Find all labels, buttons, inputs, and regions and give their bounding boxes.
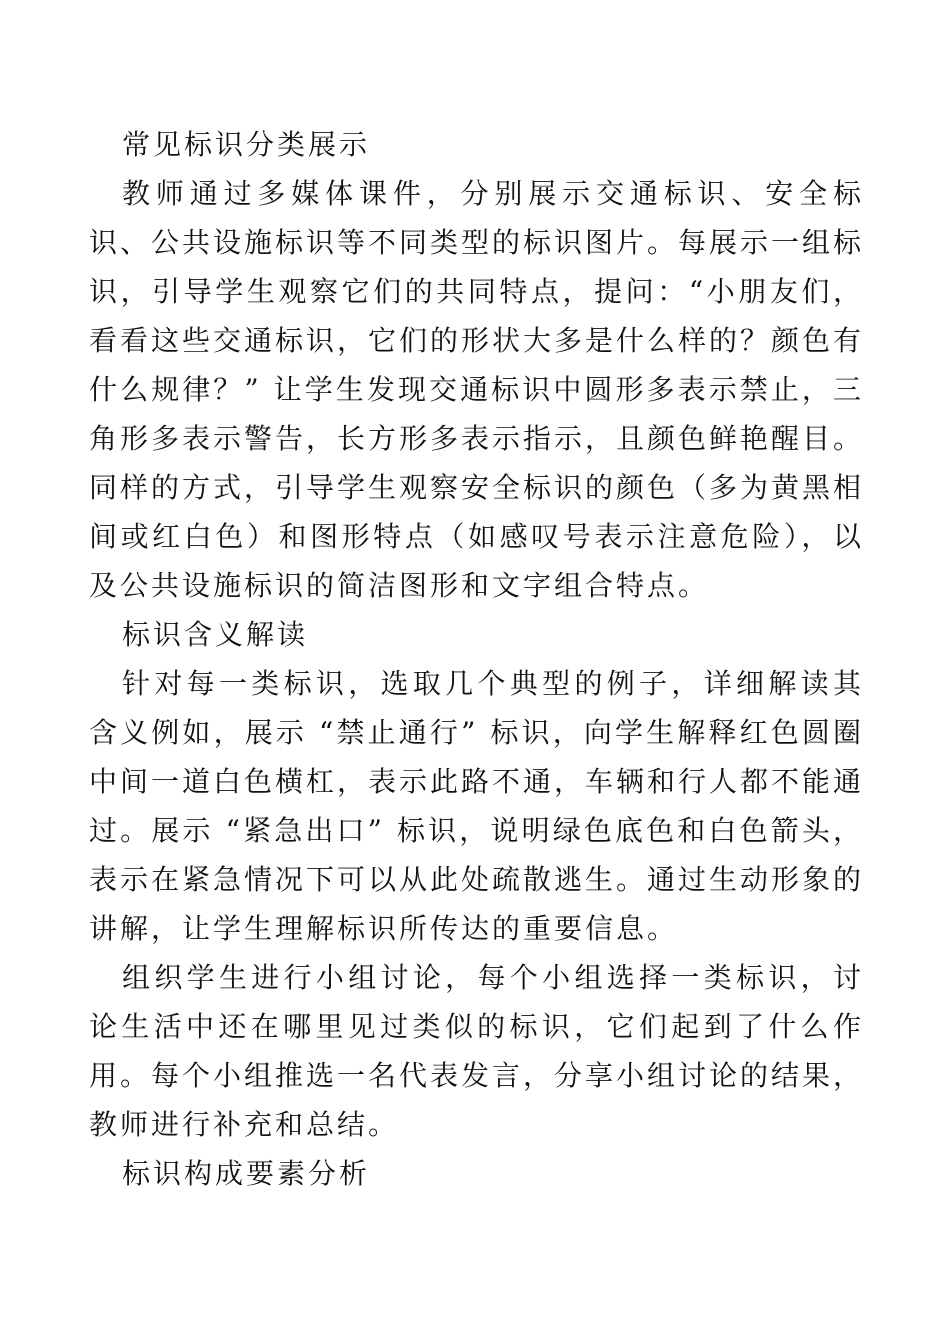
paragraph-group-discussion: 组织学生进行小组讨论，每个小组选择一类标识，讨论生活中还在哪里见过类似的标识，它们起到了什么作用。每个小组推选一名代表发言，分享小组讨论的结果，教师进行补充和总结。: [89, 961, 865, 1141]
section-heading-sign-categories: 常见标识分类展示: [122, 128, 371, 161]
document-page: [89, 120, 864, 1198]
paragraph-sign-categories: 教师通过多媒体课件，分别展示交通标识、安全标识、公共设施标识等不同类型的标识图片。每展示一组标识，引导学生观察它们的共同特点，提问：“小朋友们，看看这些交通标识，它们的形状大多是什么样的？颜色有什么规律？” 让学生发现交通标识中圆形多表示禁止，三角形多表示警告，长方形多表示指示，且颜色鲜艳醒目。同样的方式，引导学生观察安全标识的颜色（多为黄黑相间或红白色）和图形特点（如感叹号表示注意危险），以及公共设施标识的简洁图形和文字组合特点。: [89, 177, 865, 602]
section-heading-sign-meaning: 标识含义解读: [122, 618, 309, 651]
section-heading-sign-elements: 标识构成要素分析: [122, 1157, 371, 1190]
paragraph-sign-meaning: 针对每一类标识，选取几个典型的例子，详细解读其含义例如，展示 “禁止通行” 标识，向学生解释红色圆圈中间一道白色横杠，表示此路不通，车辆和行人都不能通过。展示 “紧急出口” 标识，说明绿色底色和白色箭头，表示在紧急情况下可以从此处疏散逃生。通过生动形象的讲解，让学生理解标识所传达的重要信息。: [89, 667, 865, 945]
